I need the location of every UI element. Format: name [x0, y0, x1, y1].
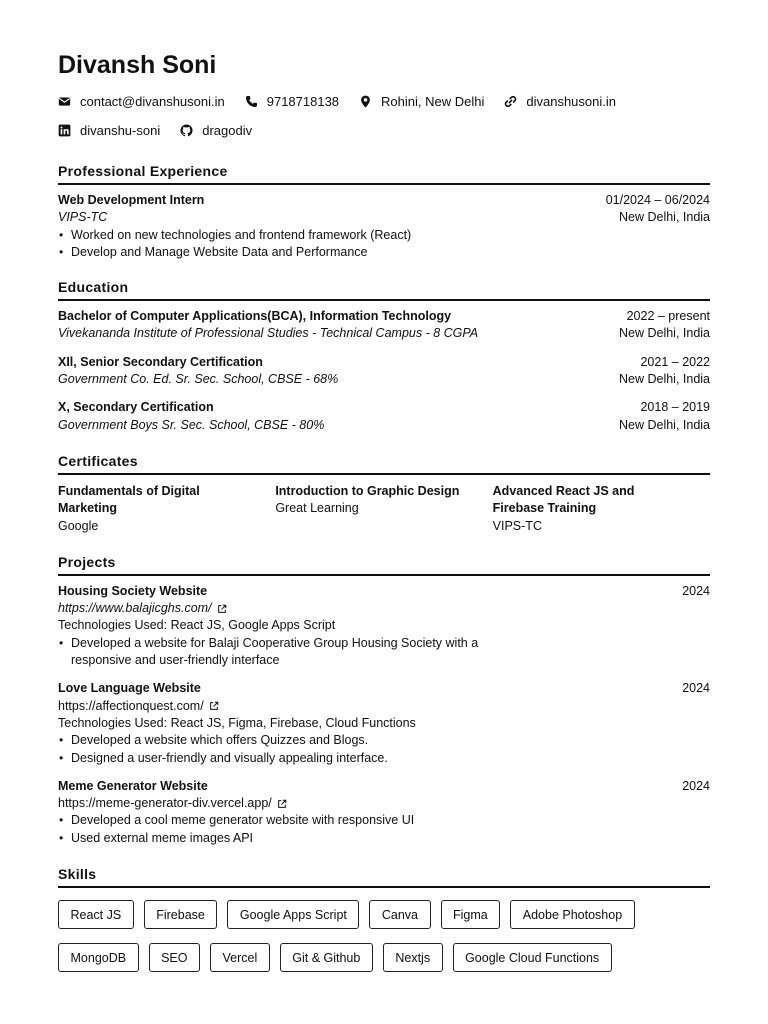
- certificate-item: [58, 483, 275, 535]
- project-link[interactable]: [58, 600, 710, 617]
- map-pin-icon: [359, 95, 372, 108]
- contact-phone[interactable]: [245, 94, 339, 109]
- certificate-title: Fundamentals of Digital Marketing: [58, 483, 200, 516]
- education-school: Government Boys Sr. Sec. School, CBSE - 80%: [58, 417, 325, 432]
- list-item: • Developed a cool meme generator website with responsive UI: [58, 812, 710, 829]
- linkedin-text: divanshu-soni: [80, 122, 161, 138]
- experience-item: [58, 192, 710, 261]
- linkedin-icon: [58, 124, 71, 137]
- education-location: New Delhi, India: [618, 417, 710, 432]
- project-url[interactable]: https://meme-generator-div.vercel.app/: [58, 796, 272, 811]
- email-text: contact@divanshusoni.in: [80, 93, 225, 109]
- link-icon: [504, 95, 517, 108]
- project-item: [58, 680, 710, 766]
- skills-row-1: [58, 900, 710, 929]
- certificate-item: [275, 483, 492, 535]
- certificate-issuer: VIPS-TC: [492, 518, 542, 533]
- project-link[interactable]: [58, 698, 710, 715]
- education-item: [58, 354, 710, 389]
- experience-title: Web Development Intern: [58, 193, 205, 207]
- project-url[interactable]: https://www.balajicghs.com/: [58, 601, 212, 616]
- project-item: [58, 583, 710, 669]
- education-degree: X, Secondary Certification: [58, 400, 214, 415]
- location-text: Rohini, New Delhi: [381, 93, 485, 109]
- section-title-certificates: Certificates: [58, 453, 710, 475]
- project-bullets: [58, 635, 518, 670]
- external-link-icon: [209, 701, 219, 711]
- contact-row-2: [58, 121, 710, 139]
- education-date: 2021 – 2022: [640, 354, 710, 369]
- section-title-skills: Skills: [58, 866, 710, 888]
- project-bullets: [58, 732, 710, 767]
- list-item: • Used external meme images API: [58, 830, 710, 847]
- project-item: [58, 778, 710, 847]
- education-item: [58, 308, 710, 343]
- education-item: [58, 399, 710, 434]
- phone-icon: [245, 95, 258, 108]
- external-link-icon: [217, 604, 227, 614]
- certificate-item: [493, 483, 710, 535]
- skill-chip: Canva: [369, 900, 430, 929]
- certificate-title: Advanced React JS and Firebase Training: [492, 483, 635, 516]
- mail-icon: [58, 95, 71, 108]
- experience-org: VIPS-TC: [58, 210, 108, 225]
- skill-chip: Nextjs: [383, 943, 443, 972]
- phone-text: 9718718138: [266, 93, 340, 109]
- project-year: 2024: [682, 681, 710, 696]
- project-link[interactable]: [58, 795, 710, 812]
- experience-date: 01/2024 – 06/2024: [605, 193, 710, 207]
- github-icon: [180, 124, 193, 137]
- contact-linkedin[interactable]: [58, 123, 160, 138]
- skill-chip: Adobe Photoshop: [510, 900, 634, 929]
- project-url[interactable]: https://affectionquest.com/: [58, 698, 204, 713]
- project-year: 2024: [682, 778, 710, 793]
- github-text: dragodiv: [202, 122, 253, 138]
- section-title-education: Education: [58, 279, 710, 301]
- experience-bullets: [58, 227, 710, 262]
- education-school: Vivekananda Institute of Professional Studies - Technical Campus - 8 CGPA: [58, 326, 479, 341]
- contact-row-1: [58, 92, 710, 110]
- certificate-issuer: Google: [58, 518, 99, 533]
- website-text: divanshusoni.in: [526, 93, 616, 109]
- skill-chip: Git & Github: [280, 943, 373, 972]
- project-tech: Technologies Used: React JS, Google Apps Script: [58, 618, 336, 633]
- skill-chip: Firebase: [144, 900, 218, 929]
- contact-location: [359, 94, 484, 109]
- contact-website[interactable]: [504, 94, 616, 109]
- contact-github[interactable]: [180, 123, 252, 138]
- list-item: • Developed a website for Balaji Cooperative Group Housing Society with a responsive and user-friendly interface: [58, 635, 518, 670]
- project-tech: Technologies Used: React JS, Figma, Firebase, Cloud Functions: [58, 715, 416, 730]
- external-link-icon: [277, 799, 287, 809]
- education-location: New Delhi, India: [618, 372, 710, 387]
- education-date: 2018 – 2019: [640, 400, 710, 415]
- skill-chip: React JS: [58, 900, 134, 929]
- skill-chip: Google Apps Script: [227, 900, 359, 929]
- list-item: • Developed a website which offers Quizzes and Blogs.: [58, 732, 710, 749]
- list-item: • Develop and Manage Website Data and Performance: [58, 244, 710, 261]
- education-degree: XIl, Senior Secondary Certification: [58, 354, 263, 369]
- education-school: Government Co. Ed. Sr. Sec. School, CBSE - 68%: [58, 372, 339, 387]
- project-year: 2024: [682, 583, 710, 598]
- skill-chip: Vercel: [210, 943, 270, 972]
- skill-chip: Figma: [441, 900, 501, 929]
- certificate-issuer: Great Learning: [275, 501, 359, 516]
- project-bullets: [58, 812, 710, 847]
- list-item: • Worked on new technologies and frontend framework (React): [58, 227, 710, 244]
- education-degree: Bachelor of Computer Applications(BCA), Information Technology: [58, 309, 452, 324]
- project-title: Love Language Website: [58, 681, 201, 696]
- skill-chip: Google Cloud Functions: [453, 943, 612, 972]
- education-date: 2022 – present: [626, 309, 710, 324]
- education-location: New Delhi, India: [618, 326, 710, 341]
- skills-row-2: [58, 943, 710, 972]
- skill-chip: SEO: [149, 943, 200, 972]
- resume-page: [58, 50, 710, 972]
- section-title-experience: Professional Experience: [58, 163, 710, 185]
- project-title: Housing Society Website: [58, 583, 208, 598]
- certificate-title: Introduction to Graphic Design: [275, 483, 460, 498]
- candidate-name: Divansh Soni: [58, 51, 217, 79]
- experience-location: New Delhi, India: [618, 210, 710, 225]
- list-item: • Designed a user-friendly and visually appealing interface.: [58, 750, 710, 767]
- project-title: Meme Generator Website: [58, 778, 208, 793]
- contact-email[interactable]: [58, 94, 225, 109]
- skill-chip: MongoDB: [58, 943, 139, 972]
- certificates-list: [58, 483, 710, 535]
- section-title-projects: Projects: [58, 554, 710, 576]
